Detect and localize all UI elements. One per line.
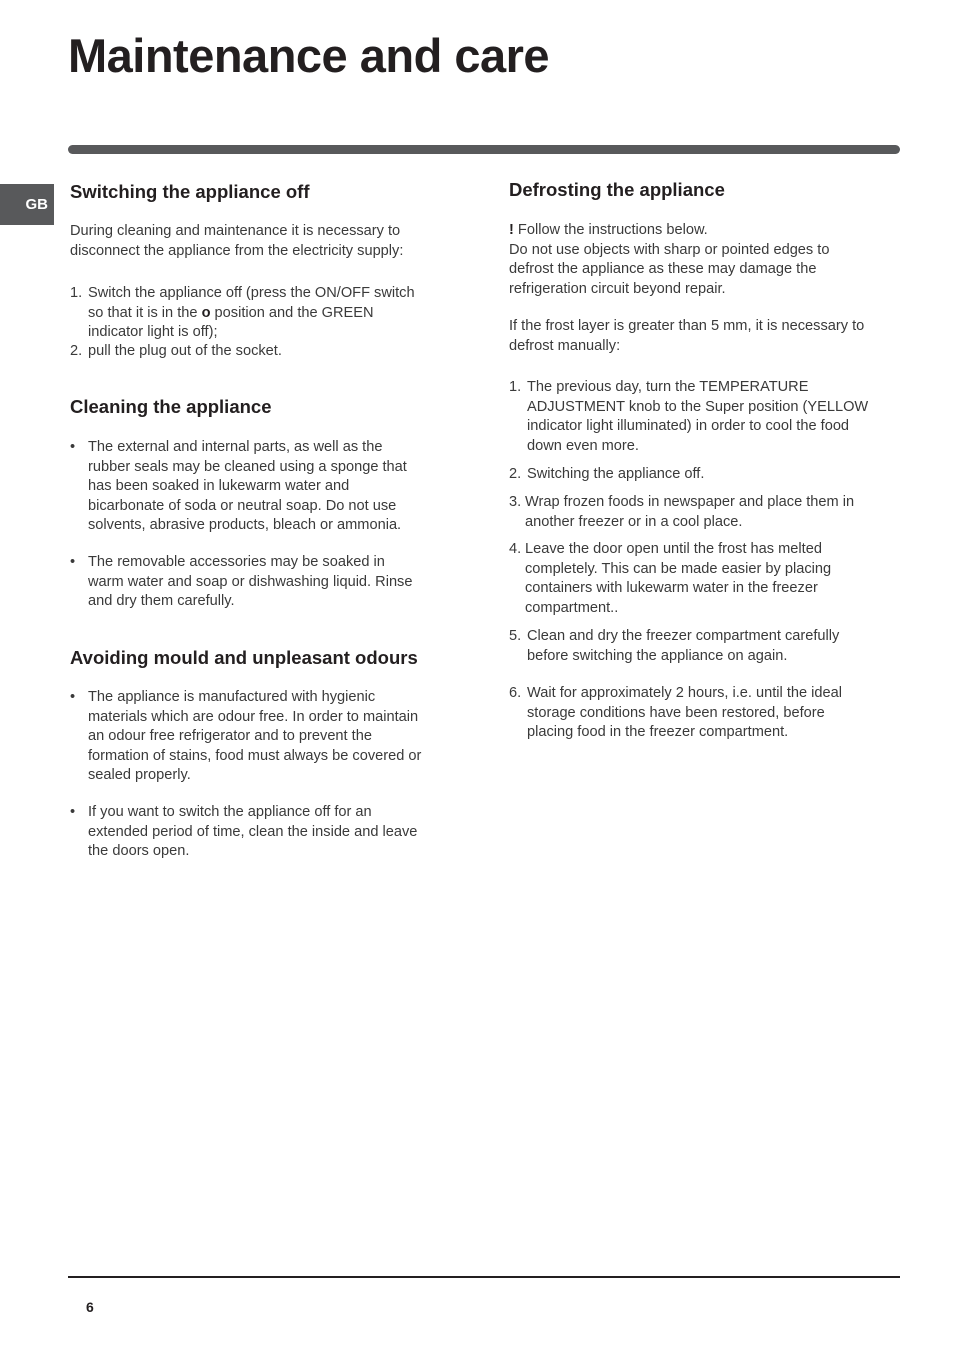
step-line: so that it is in the (88, 304, 202, 321)
page-title: Maintenance and care (68, 29, 550, 82)
frost-line: If the frost layer is greater than 5 mm, it is necessary to (509, 318, 865, 334)
bullet-line: bicarbonate of soda or neutral soap. Do not use (88, 497, 397, 514)
step-line: Switch the appliance off (press the ON/OFF switch (88, 285, 415, 301)
switching-off-intro (70, 222, 403, 261)
bullet-line: The appliance is manufactured with hygienic (88, 689, 376, 705)
caution-line: Do not use objects with sharp or pointed edges to (509, 241, 830, 258)
step-line: another freezer or in a cool place. (525, 513, 743, 530)
step-line: down even more. (527, 437, 639, 454)
caution-line: defrost the appliance as these may damage the (509, 261, 817, 277)
page-number: 6 (86, 1299, 94, 1315)
warning-text: Follow the instructions below. (513, 222, 708, 238)
bullet-line: The external and internal parts, as well as the (88, 439, 383, 455)
switching-off-heading: Switching the appliance off (70, 181, 310, 202)
frost-threshold-note (509, 317, 894, 356)
defrost-step-6 (509, 684, 894, 743)
step-line: Switching the appliance off. (527, 466, 705, 482)
bullet-line: solvents, abrasive products, bleach or ammonia. (88, 517, 402, 533)
bullet-line: rubber seals may be cleaned using a sponge that (88, 458, 407, 475)
bullet-line: materials which are odour free. In order to maintain (88, 708, 419, 725)
bullet-line: The removable accessories may be soaked in (88, 554, 385, 570)
bullet-line: formation of stains, food must always be covered or (88, 747, 422, 764)
step-line: ADJUSTMENT knob to the Super position (YELLOW (527, 398, 869, 415)
defrost-step-1 (509, 378, 894, 456)
step-line: containers with lukewarm water in the freezer (525, 580, 818, 596)
step-line: position and the GREEN (210, 304, 374, 321)
mould-bullet-1 (70, 688, 450, 786)
intro-line: disconnect the appliance from the electricity supply: (70, 242, 404, 259)
step-number: 2. (70, 343, 83, 359)
bullet-line: the doors open. (88, 843, 190, 859)
step-line: before switching the appliance on again. (527, 647, 788, 664)
bullet-line: an odour free refrigerator and to prevent the (88, 728, 372, 744)
defrost-step-2 (509, 465, 894, 485)
step-line: indicator light is off); (88, 324, 218, 340)
step-number: 6. (509, 685, 522, 701)
step-line: completely. This can be made easier by placing (525, 560, 832, 577)
bullet-marker: • (70, 689, 76, 705)
bullet-marker: • (70, 554, 76, 570)
bullet-line: warm water and soap or dishwashing liquid. Rinse (88, 573, 413, 590)
mould-heading: Avoiding mould and unpleasant odours (70, 647, 418, 668)
bullet-line: extended period of time, clean the inside and leave (88, 823, 418, 840)
bullet-line: sealed properly. (88, 767, 191, 783)
title-divider (68, 145, 900, 154)
footer-divider (68, 1276, 900, 1278)
defrost-step-3 (509, 493, 894, 532)
step-line: compartment.. (525, 599, 619, 616)
step-number: 3. (509, 494, 522, 510)
step-line: Wait for approximately 2 hours, i.e. until the ideal (527, 685, 842, 701)
switch-off-step-1 (70, 284, 450, 343)
step-number: 5. (509, 628, 522, 644)
defrosting-warning (509, 221, 894, 299)
step-number: 2. (509, 466, 522, 482)
bullet-marker: • (70, 439, 76, 455)
bullet-marker: • (70, 804, 76, 820)
step-line: Wrap frozen foods in newspaper and place them in (525, 494, 855, 510)
step-number: 1. (509, 379, 522, 395)
bullet-line: If you want to switch the appliance off for an (88, 804, 372, 820)
off-position-symbol: o (201, 304, 211, 321)
switch-off-step-2 (70, 342, 450, 362)
step-line: Leave the door open until the frost has melted (525, 541, 822, 557)
cleaning-bullet-1 (70, 438, 450, 536)
warning-mark: ! (509, 222, 514, 238)
intro-line: During cleaning and maintenance it is necessary to (70, 223, 401, 239)
cleaning-bullet-2 (70, 553, 450, 612)
step-line: storage conditions have been restored, before (527, 704, 825, 721)
step-line: placing food in the freezer compartment. (527, 724, 789, 740)
language-tab: GB (0, 184, 54, 225)
defrost-step-5 (509, 627, 894, 666)
step-line: The previous day, turn the TEMPERATURE (527, 379, 809, 395)
step-number: 4. (509, 541, 522, 557)
step-number: 1. (70, 285, 83, 301)
caution-line: refrigeration circuit beyond repair. (509, 280, 726, 297)
bullet-line: has been soaked in lukewarm water and (88, 478, 350, 494)
bullet-line: and dry them carefully. (88, 593, 235, 609)
step-line: Clean and dry the freezer compartment carefully (527, 628, 840, 644)
step-line: pull the plug out of the socket. (88, 343, 282, 359)
step-line: indicator light illuminated) in order to cool the food (527, 418, 850, 434)
defrosting-heading: Defrosting the appliance (509, 179, 725, 200)
frost-line: defrost manually: (509, 337, 621, 354)
defrost-step-4 (509, 540, 894, 618)
mould-bullet-2 (70, 803, 450, 862)
cleaning-heading: Cleaning the appliance (70, 396, 272, 417)
